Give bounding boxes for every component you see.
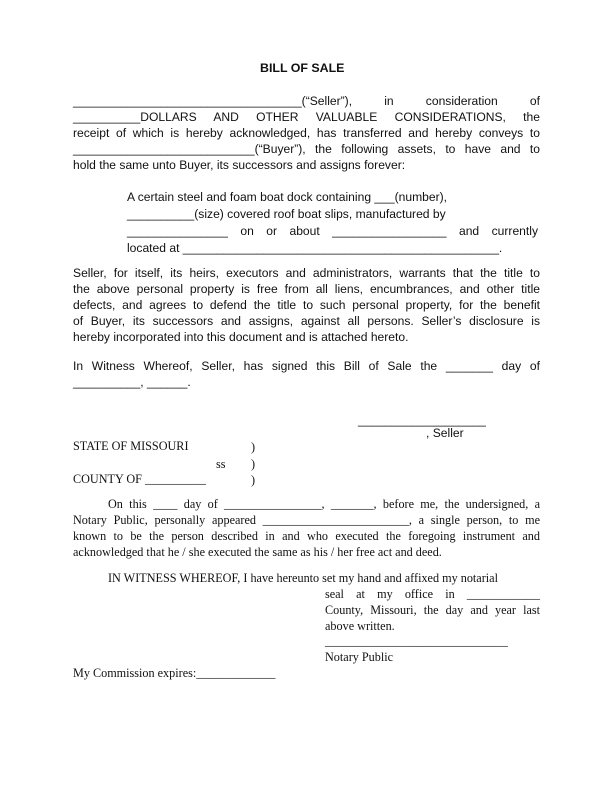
- asset-line: __________(size) covered roof boat slips, manufactured by: [127, 207, 446, 221]
- warranty-line: hereby incorporated into this document and is attached hereto.: [73, 330, 409, 344]
- intro-line: ___________________________(“Buyer”), the following assets, to have and to: [73, 142, 540, 156]
- asset-line: located at _______________________________________________.: [127, 241, 503, 255]
- document-title: BILL OF SALE: [260, 61, 345, 75]
- witness-line: __________, ______.: [73, 375, 191, 389]
- witness-line: In Witness Whereof, Seller, has signed this Bill of Sale the _______ day of: [73, 359, 540, 373]
- venue-ss: ss: [216, 457, 226, 471]
- notary-witness-line: County, Missouri, the day and year last: [325, 603, 540, 617]
- notary-line: Notary Public, personally appeared ________________________, a single person, to me: [73, 513, 540, 527]
- notary-line: known to be the person described in and who executed the foregoing instrument and: [73, 529, 540, 543]
- notary-witness-line: IN WITNESS WHEREOF, I have hereunto set my hand and affixed my notarial: [108, 571, 498, 585]
- venue-paren: ): [251, 473, 256, 487]
- warranty-line: Seller, for itself, its heirs, executors and administrators, warrants that the title to: [73, 266, 540, 280]
- warranty-line: of Buyer, its successors and assigns, against all persons. Seller’s disclosure is: [73, 314, 540, 328]
- warranty-line: defects, and agrees to defend the title to such personal property, for the benefit: [73, 298, 540, 312]
- asset-line: _______________ on or about _________________ and currently: [127, 224, 538, 238]
- intro-line: hold the same unto Buyer, its successors and assigns forever:: [73, 158, 406, 172]
- notary-line: acknowledged that he / she executed the same as his / her free act and deed.: [73, 545, 442, 559]
- commission-expires: My Commission expires:_____________: [73, 666, 276, 680]
- intro-line: receipt of which is hereby acknowledged, has transferred and hereby conveys to: [73, 126, 540, 140]
- warranty-line: the above personal property is free from all liens, encumbrances, and other title: [73, 282, 540, 296]
- intro-line: __________DOLLARS AND OTHER VALUABLE CONSIDERATIONS, the: [73, 110, 540, 124]
- seller-signature-line: ___________________: [358, 413, 486, 427]
- asset-line: A certain steel and foam boat dock containing ___(number),: [127, 190, 448, 204]
- notary-line: On this ____ day of ________________, _______, before me, the undersigned, a: [108, 497, 540, 511]
- notary-signature-line: ______________________________: [325, 634, 508, 648]
- notary-witness-line: above written.: [325, 619, 395, 633]
- intro-line: __________________________________(“Seller”), in consideration of: [73, 94, 540, 108]
- notary-signature-label: Notary Public: [325, 650, 394, 664]
- notary-witness-line: seal at my office in ____________: [325, 587, 540, 601]
- seller-signature-label: , Seller: [426, 426, 464, 440]
- venue-county: COUNTY OF __________: [73, 472, 206, 486]
- venue-state: STATE OF MISSOURI: [73, 439, 189, 453]
- venue-paren: ): [251, 440, 256, 454]
- venue-paren: ): [251, 457, 256, 471]
